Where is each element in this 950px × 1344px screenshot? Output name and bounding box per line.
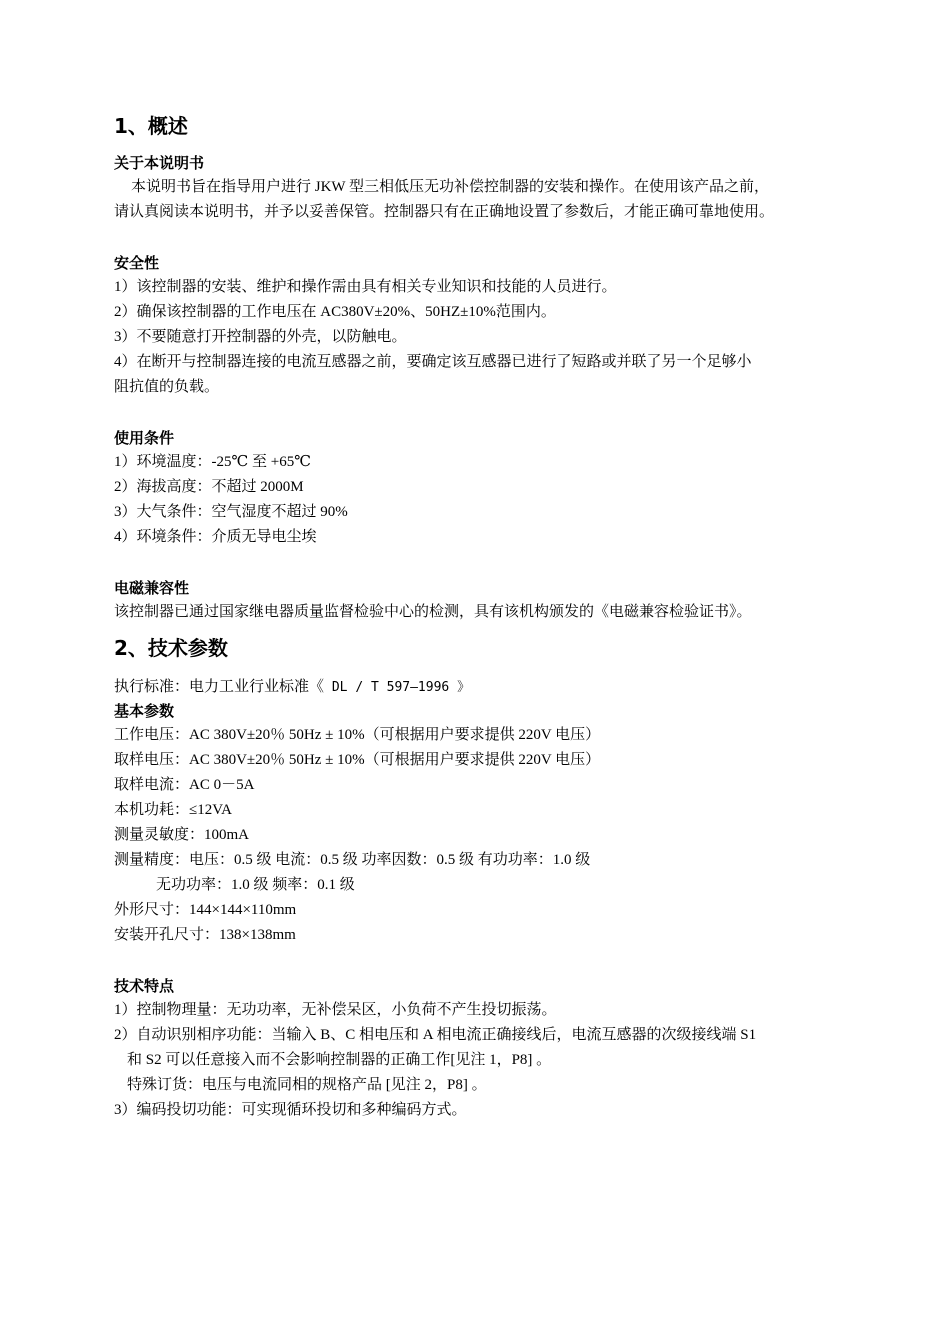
about-paragraph-line: 本说明书旨在指导用户进行 JKW 型三相低压无功补偿控制器的安装和操作。在使用该产品之前， [131, 179, 770, 195]
heading-conditions: 使用条件 [114, 429, 175, 447]
safety-item: 2）确保该控制器的工作电压在 AC380V±20%、50HZ±10%范围内。 [114, 304, 556, 320]
about-paragraph-line: 请认真阅读本说明书，并予以妥善保管。控制器只有在正确地设置了参数后，才能正确可靠地使用。 [114, 204, 775, 220]
condition-item: 2）海拔高度：不超过 2000M [114, 479, 304, 495]
emc-text: 该控制器已通过国家继电器质量监督检验中心的检测，具有该机构颁发的《电磁兼容检验证书》。 [114, 604, 752, 620]
param-item: 测量精度：电压：0.5 级 电流：0.5 级 功率因数：0.5 级 有功功率：1.0 级 [114, 852, 591, 868]
param-item: 工作电压：AC 380V±20％ 50Hz ± 10%（可根据用户要求提供 220V 电压） [114, 727, 601, 743]
safety-item: 4）在断开与控制器连接的电流互感器之前，要确定该互感器已进行了短路或并联了另一个足够小 [114, 354, 752, 370]
condition-item: 4）环境条件：介质无导电尘埃 [114, 529, 317, 545]
feature-item: 3）编码投切功能：可实现循环投切和多种编码方式。 [114, 1102, 467, 1118]
standard-code: DL / T 597—1996 》 [324, 680, 471, 695]
safety-item: 阻抗值的负载。 [114, 379, 220, 395]
param-item: 测量灵敏度：100mA [114, 827, 250, 843]
feature-item: 2）自动识别相序功能：当输入 B、C 相电压和 A 相电流正确接线后，电流互感器的次级接线端 S1 [114, 1027, 757, 1043]
param-item: 取样电流：AC 0－5A [114, 777, 255, 793]
condition-item: 3）大气条件：空气湿度不超过 90% [114, 504, 348, 520]
condition-item: 1）环境温度：-25℃ 至 +65℃ [114, 454, 312, 470]
heading-features: 技术特点 [114, 977, 175, 995]
section-title-overview: 1、概述 [114, 114, 188, 138]
param-item: 无功功率：1.0 级 频率：0.1 级 [156, 877, 355, 893]
feature-item: 1）控制物理量：无功功率，无补偿呆区，小负荷不产生投切振荡。 [114, 1002, 557, 1018]
heading-about-manual: 关于本说明书 [114, 154, 205, 172]
safety-item: 1）该控制器的安装、维护和操作需由具有相关专业知识和技能的人员进行。 [114, 279, 617, 295]
param-item: 外形尺寸：144×144×110mm [114, 902, 297, 918]
standard-prefix: 执行标准：电力工业行业标准《 [114, 679, 325, 695]
feature-item: 和 S2 可以任意接入而不会影响控制器的正确工作[见注 1，P8] 。 [127, 1052, 552, 1068]
param-item: 本机功耗：≤12VA [114, 802, 232, 818]
heading-emc: 电磁兼容性 [114, 579, 190, 597]
standard-line [114, 675, 470, 700]
heading-safety: 安全性 [114, 254, 160, 272]
safety-item: 3）不要随意打开控制器的外壳，以防触电。 [114, 329, 407, 345]
feature-item: 特殊订货：电压与电流同相的规格产品 [见注 2，P8] 。 [127, 1077, 487, 1093]
section-title-technical-parameters: 2、技术参数 [114, 636, 228, 660]
param-item: 安装开孔尺寸：138×138mm [114, 927, 296, 943]
param-item: 取样电压：AC 380V±20％ 50Hz ± 10%（可根据用户要求提供 220V 电压） [114, 752, 601, 768]
heading-basic-params: 基本参数 [114, 702, 175, 720]
